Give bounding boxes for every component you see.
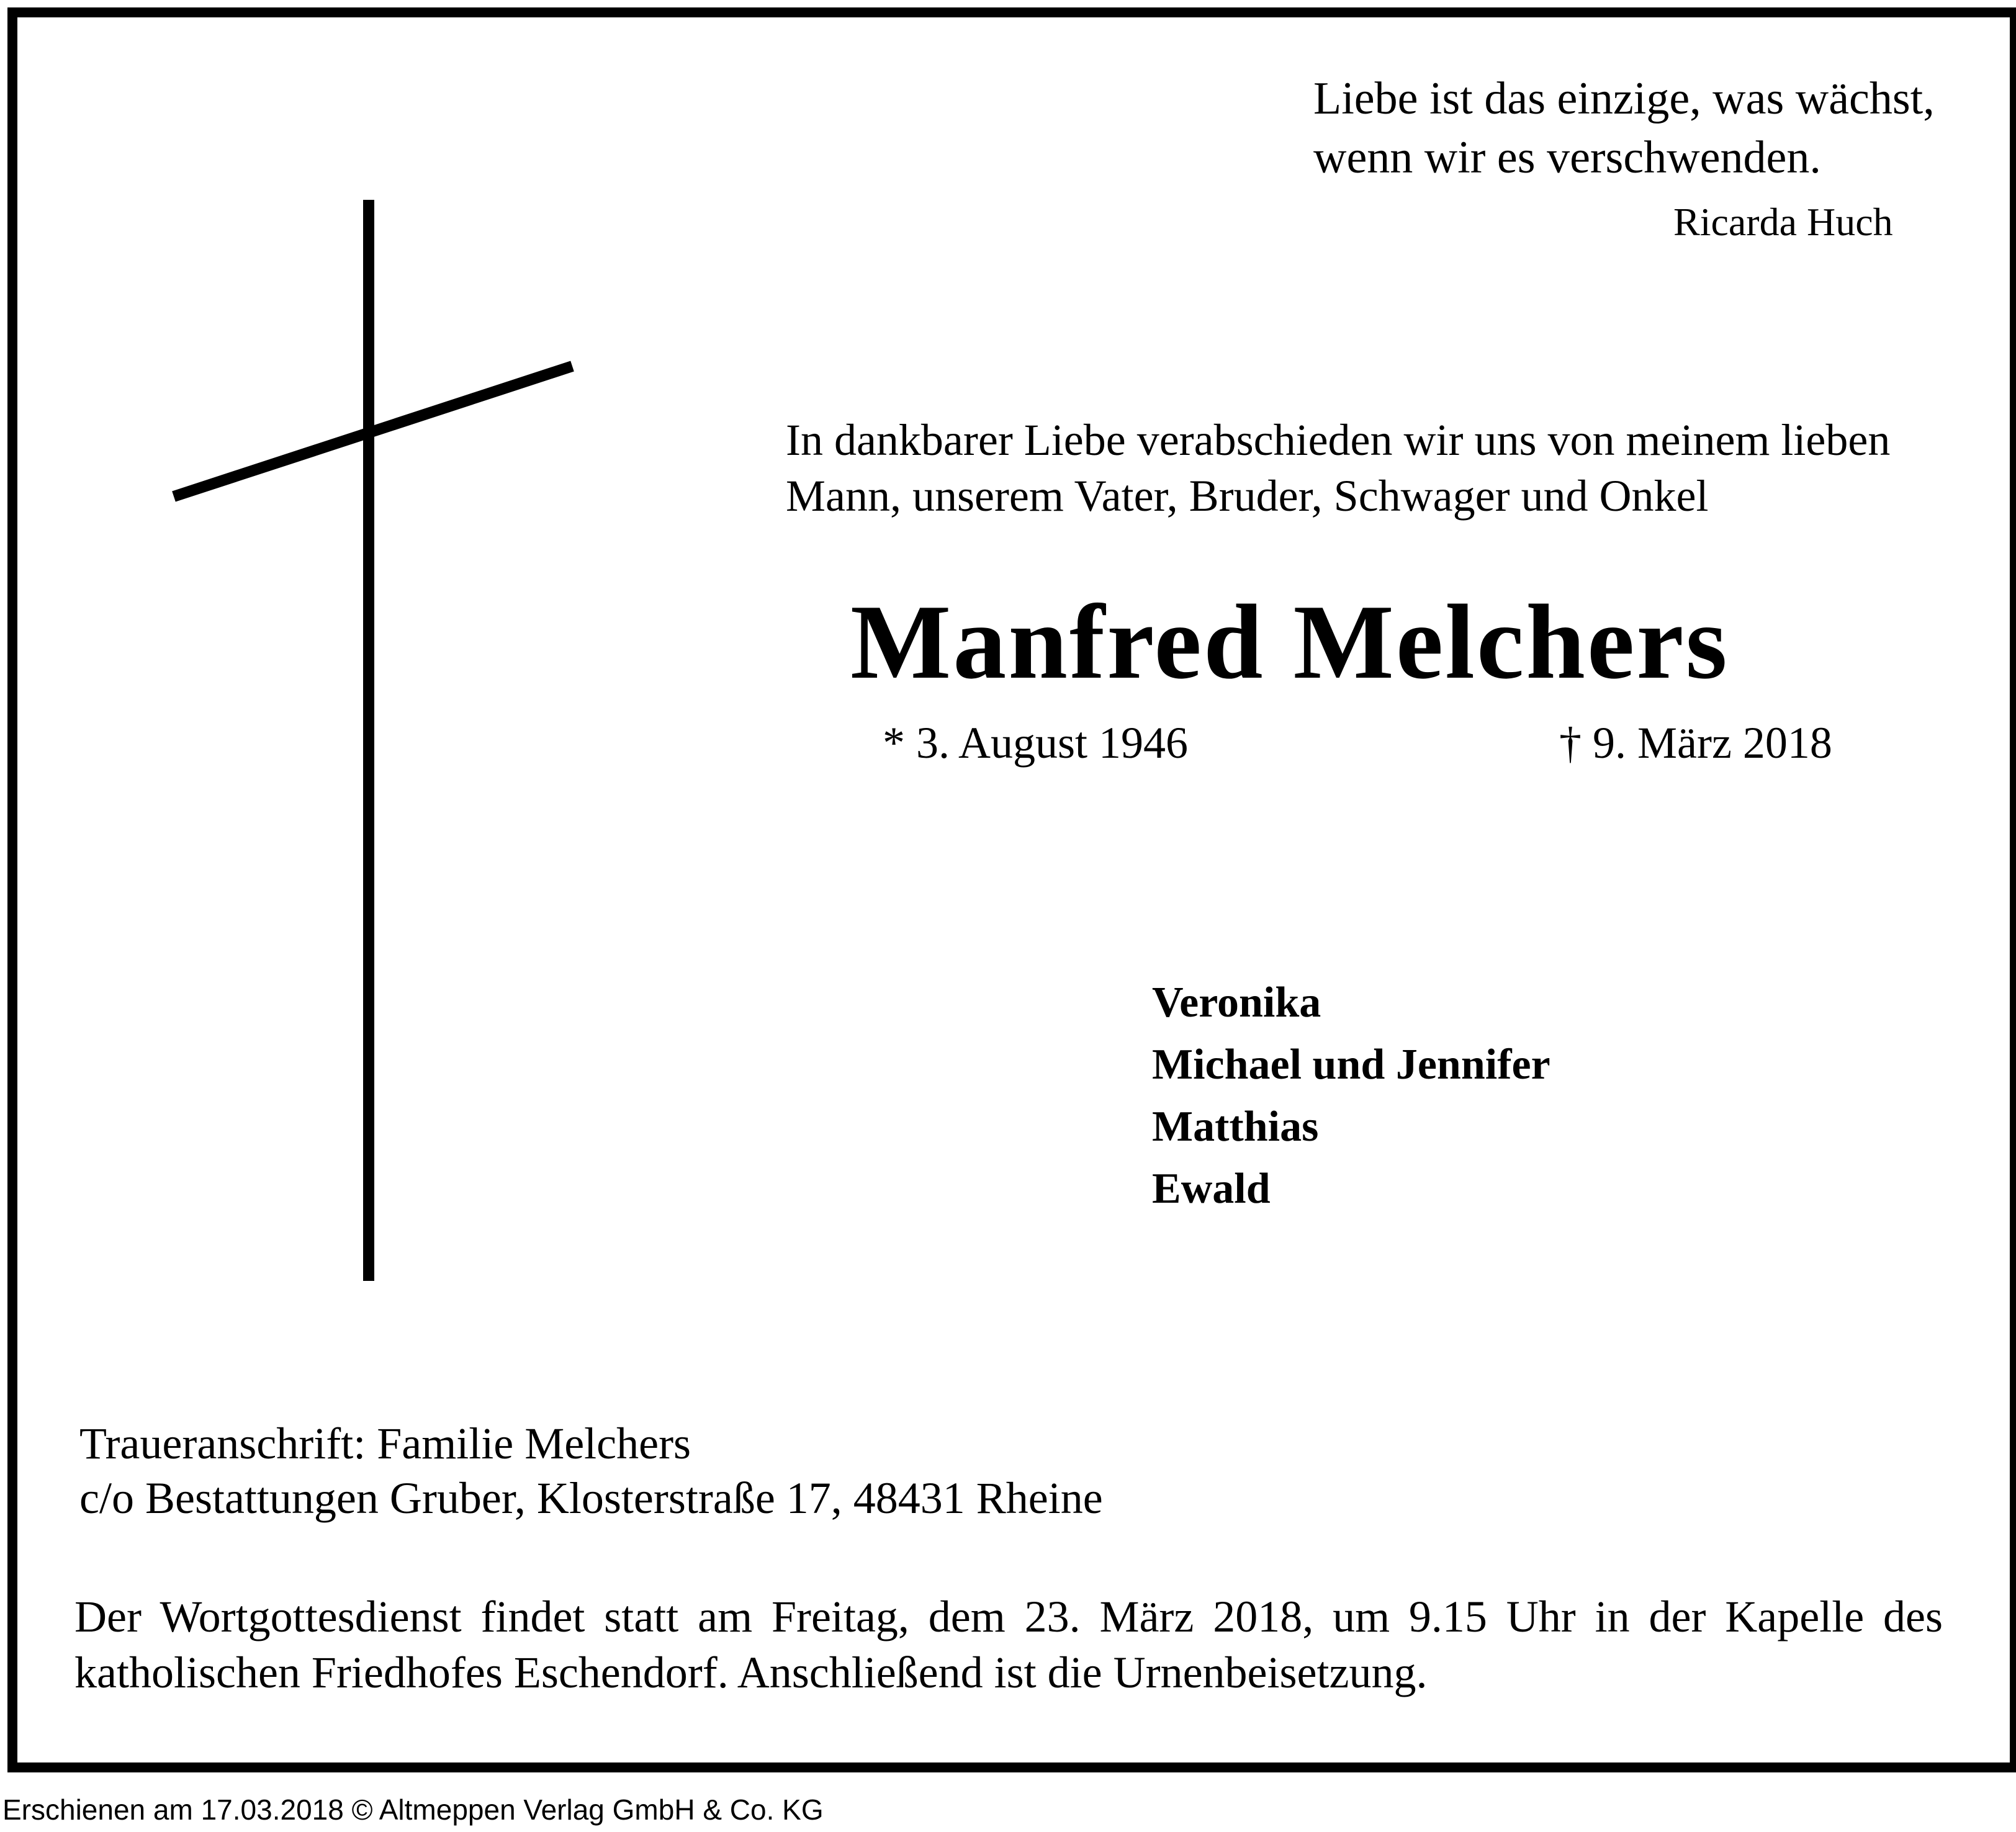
quote-line: Liebe ist das einzige, was wächst, (1313, 73, 1935, 124)
family-member: Michael und Jennifer (1152, 1041, 1550, 1089)
intro-text (786, 412, 1890, 524)
quote-author: Ricarda Huch (1673, 200, 1893, 244)
birth-date: * 3. August 1946 (883, 718, 1189, 768)
deceased-name: Manfred Melchers (850, 583, 1729, 701)
service-info (74, 1589, 1943, 1700)
family-list (1152, 972, 1550, 1220)
service-line: katholischen Friedhofes Eschendorf. Anschließend ist die Urnenbeisetzung. (74, 1648, 1428, 1697)
address-line: c/o Bestattungen Gruber, Klosterstraße 17, 48431 Rheine (79, 1473, 1103, 1523)
service-line: Der Wortgottesdienst findet statt am Freitag, dem 23. März 2018, um 9.15 Uhr in der Kapelle des (74, 1592, 1943, 1641)
intro-line: In dankbarer Liebe verabschieden wir uns von meinem lieben (786, 415, 1891, 465)
intro-line: Mann, unserem Vater, Bruder, Schwager und Onkel (786, 471, 1709, 521)
quote-line: wenn wir es verschwenden. (1313, 132, 1821, 183)
death-date: † 9. März 2018 (1559, 718, 1832, 768)
family-member: Veronika (1152, 979, 1321, 1026)
address-line: Traueranschrift: Familie Melchers (79, 1419, 691, 1468)
publication-footer: Erschienen am 17.03.2018 © Altmeppen Verlag GmbH & Co. KG (2, 1794, 824, 1826)
quote (1313, 70, 1935, 187)
family-member: Matthias (1152, 1103, 1319, 1151)
family-member: Ewald (1152, 1165, 1271, 1213)
mourning-address (79, 1416, 1103, 1525)
